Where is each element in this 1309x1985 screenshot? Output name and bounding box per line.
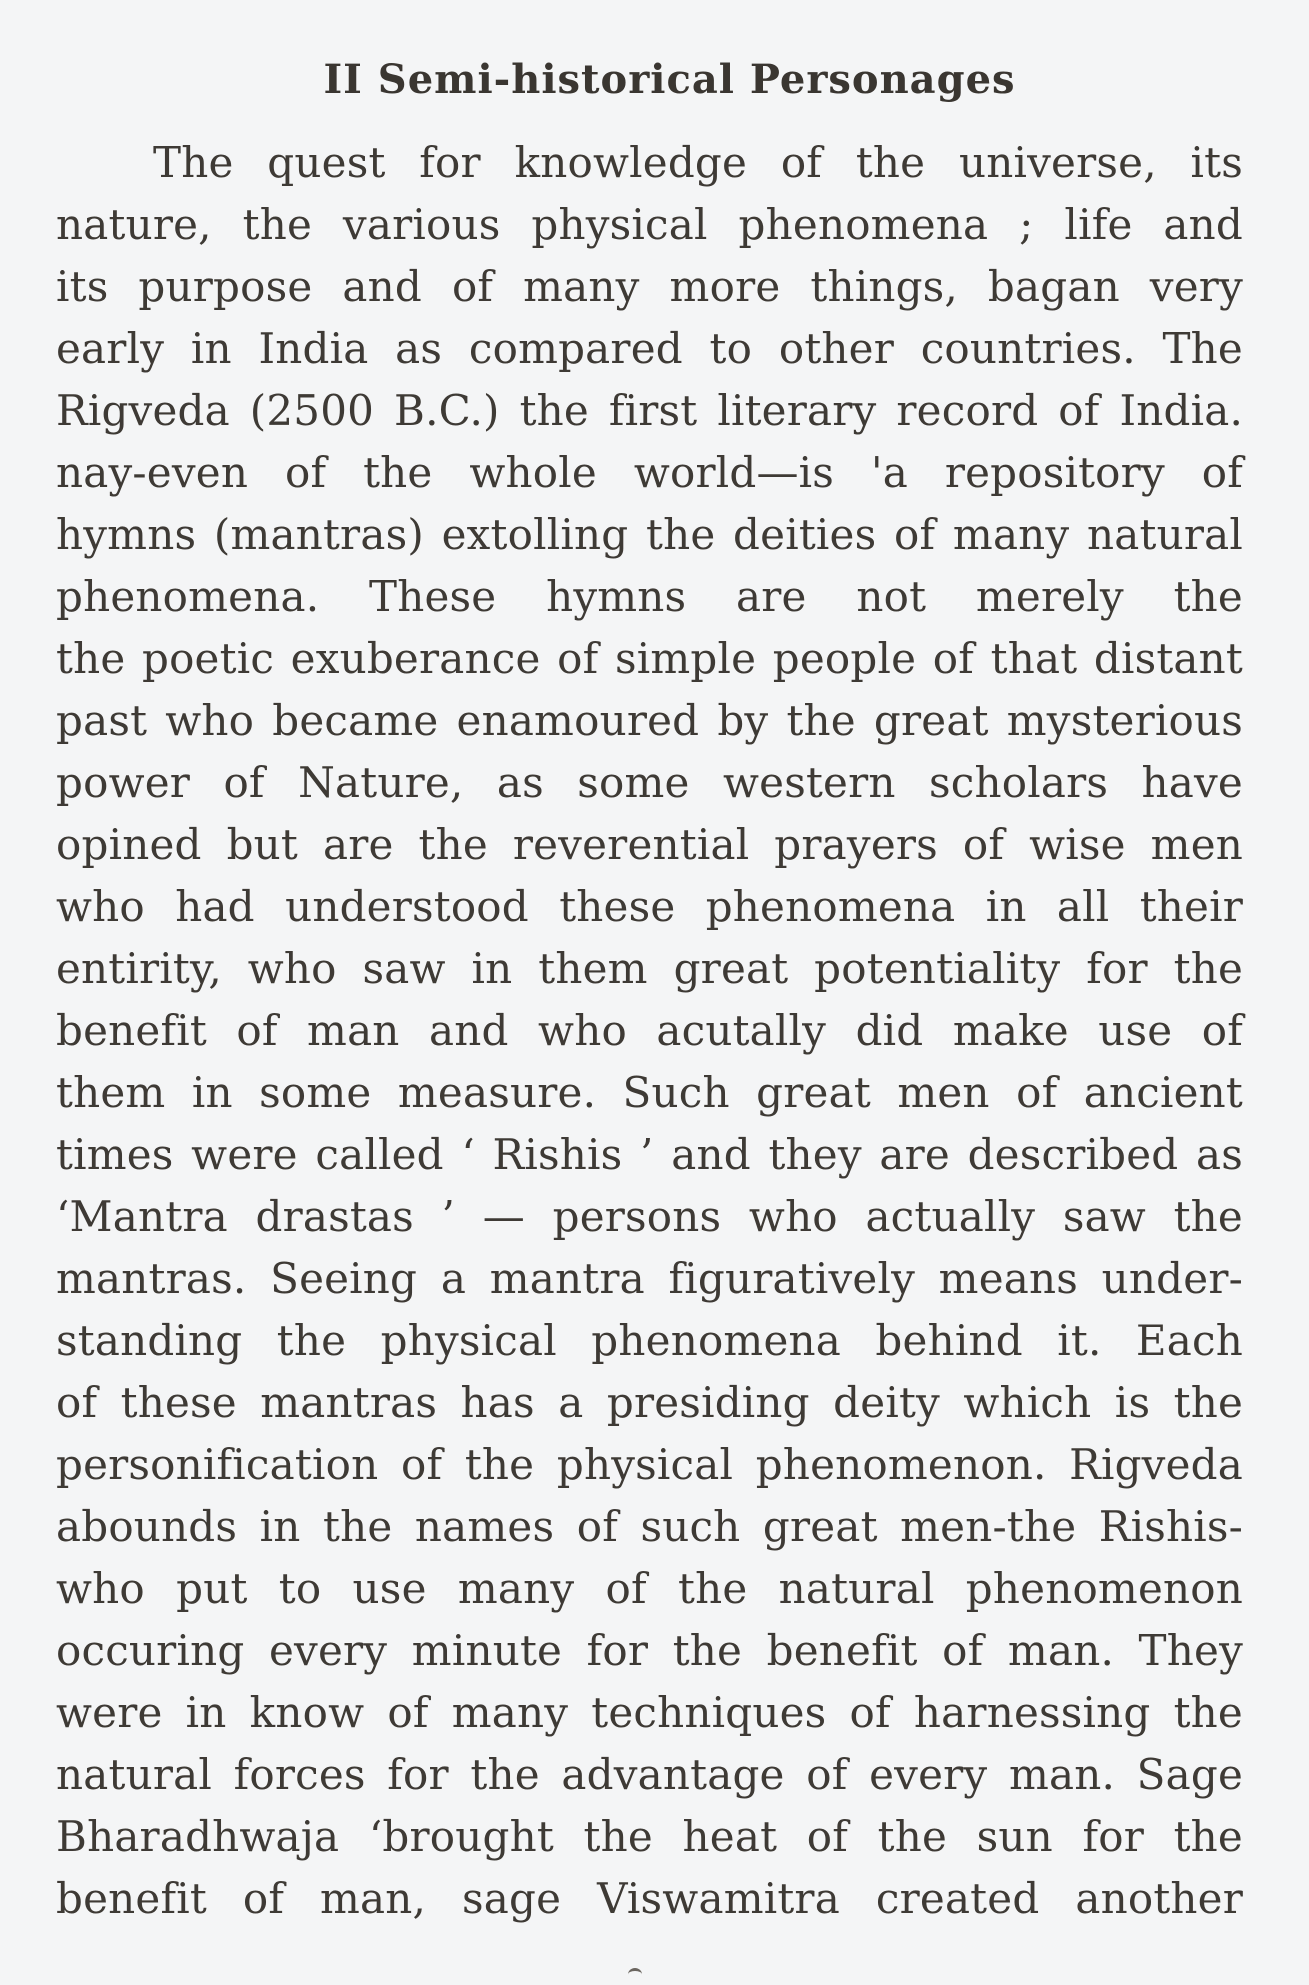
text-line: power of Nature, as some western scholars have bbox=[56, 758, 1243, 807]
text-line: benefit of man and who acutally did make use of bbox=[56, 1006, 1243, 1055]
text-line: them in some measure. Such great men of ancient bbox=[56, 1068, 1243, 1117]
text-line: abounds in the names of such great men-the Rishis- bbox=[56, 1502, 1243, 1551]
text-line: ‘Mantra drastas ’ — persons who actually saw the bbox=[56, 1192, 1243, 1241]
text-line: nay-even of the whole world—is 'a repository of bbox=[56, 448, 1243, 497]
text-line: phenomena. These hymns are not merely the bbox=[56, 572, 1243, 621]
text-line: hymns (mantras) extolling the deities of many natural bbox=[56, 510, 1243, 559]
text-line: entirity, who saw in them great potentiality for the bbox=[56, 944, 1243, 993]
body-paragraph bbox=[56, 132, 1243, 1930]
text-line: of these mantras has a presiding deity which is the bbox=[56, 1378, 1243, 1427]
text-line: The quest for knowledge of the universe, its bbox=[153, 138, 1243, 187]
text-line: mantras. Seeing a mantra figuratively means under- bbox=[56, 1254, 1243, 1303]
page-mark bbox=[628, 1968, 642, 1981]
text-line: past who became enamoured by the great mysterious bbox=[56, 696, 1243, 745]
text-line: who had understood these phenomena in all their bbox=[56, 882, 1243, 931]
text-line: times were called ‘ Rishis ’ and they are described as bbox=[56, 1130, 1243, 1179]
text-line: Bharadhwaja ‘brought the heat of the sun for the bbox=[56, 1812, 1243, 1861]
text-line: who put to use many of the natural phenomenon bbox=[56, 1564, 1243, 1613]
text-line: benefit of man, sage Viswamitra created another bbox=[56, 1874, 1243, 1923]
text-line: opined but are the reverential prayers of wise men bbox=[56, 820, 1243, 869]
text-line: early in India as compared to other countries. The bbox=[56, 324, 1243, 373]
text-line: natural forces for the advantage of every man. Sage bbox=[56, 1750, 1243, 1799]
text-line: personification of the physical phenomenon. Rigveda bbox=[56, 1440, 1243, 1489]
section-heading: II Semi-historical Personages bbox=[323, 56, 1016, 103]
text-line: Rigveda (2500 B.C.) the first literary record of India. bbox=[56, 386, 1243, 435]
text-line: nature, the various physical phenomena ; life and bbox=[56, 200, 1243, 249]
text-line: the poetic exuberance of simple people of that distant bbox=[56, 634, 1243, 683]
text-line: were in know of many techniques of harnessing the bbox=[56, 1688, 1243, 1737]
text-line: occuring every minute for the benefit of man. They bbox=[56, 1626, 1243, 1675]
text-line: standing the physical phenomena behind it. Each bbox=[56, 1316, 1243, 1365]
text-line: its purpose and of many more things, bagan very bbox=[56, 262, 1243, 311]
